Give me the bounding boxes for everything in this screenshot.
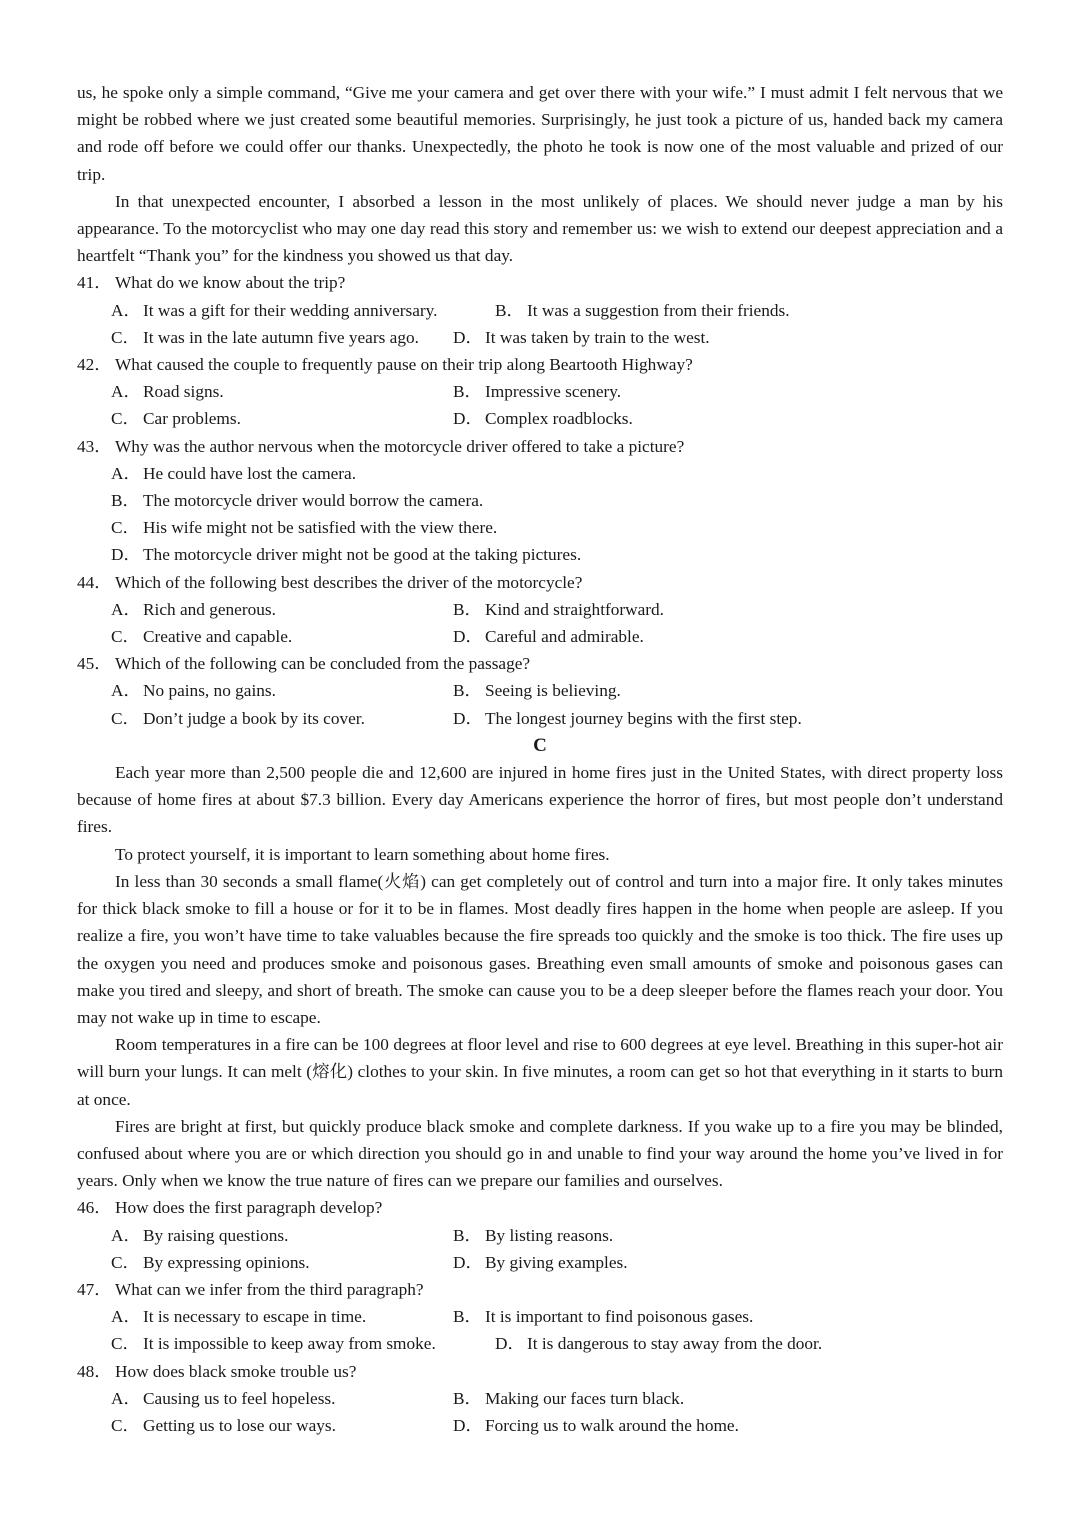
question-number: 46． (77, 1198, 112, 1218)
passage-paragraph: In that unexpected encounter, I absorbed a lesson in the most unlikely of places. We should never judge a man by his appearance. To the motorcyclist who may one day read this story and remember us: we wish to extend our deepest appreciation and a heartfelt “Thank you” for the kindness you showed us that day. (77, 191, 1003, 266)
question-text: What can we infer from the third paragraph? (115, 1279, 424, 1299)
question-text: What caused the couple to frequently pause on their trip along Beartooth Highway? (115, 355, 693, 375)
option-c: C． It is impossible to keep away from smoke. (111, 1334, 436, 1354)
question-44 (77, 569, 1003, 651)
option-b: B． Making our faces turn black. (453, 1388, 685, 1408)
option-d: D． The longest journey begins with the first step. (453, 708, 802, 728)
question-text: Why was the author nervous when the motorcycle driver offered to take a picture? (115, 436, 685, 456)
question-41 (77, 269, 1003, 351)
question-text: Which of the following best describes the driver of the motorcycle? (115, 572, 583, 592)
question-text: Which of the following can be concluded from the passage? (115, 654, 531, 674)
question-number: 43． (77, 436, 112, 456)
question-text: What do we know about the trip? (115, 273, 346, 293)
question-text: How does black smoke trouble us? (115, 1361, 357, 1381)
option-b: B． The motorcycle driver would borrow the camera. (111, 491, 484, 511)
option-c: C． Getting us to lose our ways. (111, 1415, 336, 1435)
question-text: How does the first paragraph develop? (115, 1198, 383, 1218)
exam-page (77, 79, 1003, 1439)
option-a: A． He could have lost the camera. (111, 463, 357, 483)
passage-paragraph: Each year more than 2,500 people die and 12,600 are injured in home fires just in the United States, with direct property loss because of home fires at about $7.3 billion. Every day Americans experience the horror of fires, but most people don’t understand fires. (77, 763, 1003, 837)
option-a: A． It is necessary to escape in time. (111, 1307, 367, 1327)
option-a: A． It was a gift for their wedding anniversary. (111, 300, 438, 320)
option-a: A． Causing us to feel hopeless. (111, 1388, 336, 1408)
question-number: 41． (77, 273, 112, 293)
option-a: A． Road signs. (111, 382, 224, 402)
option-b: B． It was a suggestion from their friends. (495, 300, 790, 320)
option-b: B． Seeing is believing. (453, 681, 621, 701)
option-d: D． Complex roadblocks. (453, 409, 633, 429)
option-a: A． Rich and generous. (111, 599, 276, 619)
option-d: D． Forcing us to walk around the home. (453, 1415, 739, 1435)
option-c: C． Car problems. (111, 409, 241, 429)
question-number: 45． (77, 654, 112, 674)
question-number: 48． (77, 1361, 112, 1381)
passage-paragraph: Fires are bright at first, but quickly produce black smoke and complete darkness. If you wake up to a fire you may be blinded, confused about where you are or which direction you should go in and unable to find your way around the home you’ve lived in for years. Only when we know the true nature of fires can we prepare our families and ourselves. (77, 1116, 1003, 1191)
question-46 (77, 1194, 1003, 1276)
question-number: 47． (77, 1279, 112, 1299)
option-b: B． It is important to find poisonous gases. (453, 1307, 754, 1327)
option-d: D． By giving examples. (453, 1252, 628, 1272)
option-c: C． His wife might not be satisfied with the view there. (111, 518, 498, 538)
question-47 (77, 1276, 1003, 1358)
option-b: B． By listing reasons. (453, 1225, 614, 1245)
question-43 (77, 433, 1003, 569)
passage-paragraph: us, he spoke only a simple command, “Give me your camera and get over there with your wife.” I must admit I felt nervous that we might be robbed where we just created some beautiful memories. Surprisingly, he just took a picture of us, handed back my camera and rode off before we could offer our thanks. Unexpectedly, the photo he took is now one of the most valuable and prized of our trip. (77, 83, 1003, 184)
passage-paragraph: To protect yourself, it is important to learn something about home fires. (115, 844, 610, 864)
option-c: C． Don’t judge a book by its cover. (111, 708, 365, 728)
option-d: D． Careful and admirable. (453, 627, 644, 647)
option-b: B． Impressive scenery. (453, 382, 622, 402)
option-c: C． It was in the late autumn five years ago. (111, 327, 419, 347)
question-42 (77, 351, 1003, 433)
passage-paragraph: In less than 30 seconds a small flame(火焰) can get completely out of control and turn into a major fire. It only takes minutes for thick black smoke to fill a house or for it to be in flames. Most deadly fires happen in the home when people are asleep. If you realize a fire, you won’t have time to take valuables because the fire spreads too quickly and the smoke is too thick. The fire uses up the oxygen you need and produces smoke and poisonous gases. Breathing even small amounts of smoke and poisonous gases can make you tired and sleepy, and short of breath. The smoke can cause you to be a deep sleeper before the flames reach your door. You may not wake up in time to escape. (77, 871, 1003, 1027)
question-number: 42． (77, 355, 112, 375)
option-a: A． By raising questions. (111, 1225, 289, 1245)
option-a: A． No pains, no gains. (111, 681, 276, 701)
passage-paragraph: Room temperatures in a fire can be 100 degrees at floor level and rise to 600 degrees at eye level. Breathing in this super-hot air will burn your lungs. It can melt (熔化) clothes to your skin. In five minutes, a room can get so hot that everything in it starts to burn at once. (77, 1035, 1003, 1109)
question-number: 44． (77, 572, 112, 592)
question-48 (77, 1358, 1003, 1440)
option-d: D． The motorcycle driver might not be good at the taking pictures. (111, 545, 582, 565)
option-b: B． Kind and straightforward. (453, 599, 665, 619)
section-title: C (533, 734, 547, 756)
option-d: D． It is dangerous to stay away from the door. (495, 1334, 823, 1354)
option-c: C． Creative and capable. (111, 627, 293, 647)
option-c: C． By expressing opinions. (111, 1252, 310, 1272)
question-45 (77, 650, 1003, 732)
option-d: D． It was taken by train to the west. (453, 327, 710, 347)
